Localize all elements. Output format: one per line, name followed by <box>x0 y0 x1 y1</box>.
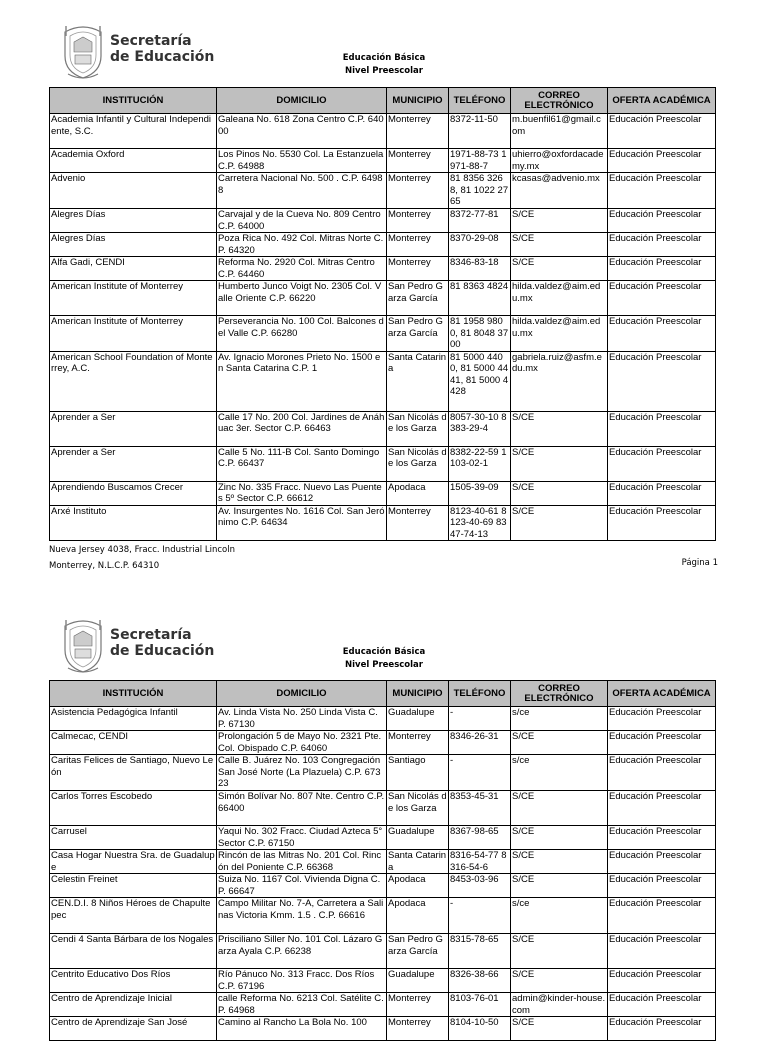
cell-municipio: Monterrey <box>387 993 449 1017</box>
table-row <box>50 969 716 993</box>
cell-oferta: Educación Preescolar <box>608 755 716 791</box>
cell-domicilio: Carvajal y de la Cueva No. 809 Centro C.P. 64000 <box>217 209 387 233</box>
cell-oferta: Educación Preescolar <box>608 791 716 826</box>
cell-correo: uhierro@oxfordacademy.mx <box>511 149 608 173</box>
cell-domicilio: Rincón de las Mitras No. 201 Col. Rincón del Poniente C.P. 66368 <box>217 850 387 874</box>
heading-line-1: Educación Básica <box>342 53 426 63</box>
cell-correo: admin@kinder-house.com <box>511 993 608 1017</box>
brand-line-1: Secretaría <box>110 33 192 49</box>
cell-domicilio: Perseverancia No. 100 Col. Balcones del Valle C.P. 66280 <box>217 316 387 352</box>
brand-line-1: Secretaría <box>110 627 192 643</box>
cell-municipio: Santa Catarina <box>387 351 449 411</box>
cell-municipio: Monterrey <box>387 149 449 173</box>
document-heading <box>300 646 468 672</box>
cell-oferta: Educación Preescolar <box>608 707 716 731</box>
cell-correo: S/CE <box>511 934 608 969</box>
cell-telefono: 8316-54-77 8316-54-6 <box>449 850 511 874</box>
column-header-correo: CORREO ELECTRÓNICO <box>511 681 608 707</box>
cell-municipio: Monterrey <box>387 209 449 233</box>
cell-municipio: Monterrey <box>387 257 449 281</box>
cell-municipio: Santa Catarina <box>387 850 449 874</box>
cell-domicilio: Galeana No. 618 Zona Centro C.P. 64000 <box>217 114 387 149</box>
cell-correo: S/CE <box>511 257 608 281</box>
cell-municipio: Monterrey <box>387 1017 449 1041</box>
cell-telefono: 8372-11-50 <box>449 114 511 149</box>
cell-telefono: 8057-30-10 8383-29-4 <box>449 411 511 446</box>
footer-address-line-1: Nueva Jersey 4038, Fracc. Industrial Lincoln <box>49 545 235 555</box>
cell-correo: gabriela.ruiz@asfm.edu.mx <box>511 351 608 411</box>
table-row <box>50 791 716 826</box>
column-header-telefono: TELÉFONO <box>449 681 511 707</box>
document-heading <box>300 52 468 78</box>
institutions-table <box>49 680 716 1041</box>
cell-municipio: Monterrey <box>387 173 449 209</box>
cell-institucion: Academia Infantil y Cultural Independiente, S.C. <box>50 114 217 149</box>
cell-institucion: Cendi 4 Santa Bárbara de los Nogales <box>50 934 217 969</box>
table-header-row <box>50 88 716 114</box>
cell-telefono: 8370-29-08 <box>449 233 511 257</box>
cell-telefono: 81 1958 9800, 81 8048 3700 <box>449 316 511 352</box>
cell-oferta: Educación Preescolar <box>608 874 716 898</box>
table-row <box>50 411 716 446</box>
cell-telefono: 8453-03-96 <box>449 874 511 898</box>
cell-oferta: Educación Preescolar <box>608 826 716 850</box>
table-row <box>50 826 716 850</box>
cell-correo: hilda.valdez@aim.edu.mx <box>511 316 608 352</box>
column-header-oferta: OFERTA ACADÉMICA <box>608 88 716 114</box>
table-row <box>50 850 716 874</box>
footer-address-line-2: Monterrey, N.L.C.P. 64310 <box>49 561 160 571</box>
cell-oferta: Educación Preescolar <box>608 731 716 755</box>
cell-institucion: Aprender a Ser <box>50 446 217 481</box>
heading-line-1: Educación Básica <box>342 647 426 657</box>
cell-municipio: Guadalupe <box>387 826 449 850</box>
column-header-municipio: MUNICIPIO <box>387 88 449 114</box>
cell-telefono: 8353-45-31 <box>449 791 511 826</box>
cell-domicilio: Prolongación 5 de Mayo No. 2321 Pte. Col. Obispado C.P. 64060 <box>217 731 387 755</box>
cell-oferta: Educación Preescolar <box>608 233 716 257</box>
cell-institucion: Alegres Días <box>50 209 217 233</box>
table-row <box>50 281 716 316</box>
cell-domicilio: Humberto Junco Voigt No. 2305 Col. Valle Oriente C.P. 66220 <box>217 281 387 316</box>
cell-municipio: Monterrey <box>387 505 449 541</box>
cell-institucion: Aprender a Ser <box>50 411 217 446</box>
heading-line-2: Nivel Preescolar <box>345 660 423 670</box>
table-row <box>50 233 716 257</box>
cell-domicilio: Calle B. Juárez No. 103 Congregación San José Norte (La Plazuela) C.P. 67323 <box>217 755 387 791</box>
cell-oferta: Educación Preescolar <box>608 446 716 481</box>
cell-correo: s/ce <box>511 755 608 791</box>
cell-domicilio: Prisciliano Siller No. 101 Col. Lázaro Garza Ayala C.P. 66238 <box>217 934 387 969</box>
cell-domicilio: Av. Linda Vista No. 250 Linda Vista C.P. 67130 <box>217 707 387 731</box>
table-row <box>50 257 716 281</box>
column-header-domicilio: DOMICILIO <box>217 681 387 707</box>
table-row <box>50 209 716 233</box>
column-header-correo: CORREO ELECTRÓNICO <box>511 88 608 114</box>
cell-telefono: 8372-77-81 <box>449 209 511 233</box>
state-seal-logo <box>60 616 106 674</box>
cell-telefono: 8367-98-65 <box>449 826 511 850</box>
column-header-municipio: MUNICIPIO <box>387 681 449 707</box>
table-row <box>50 505 716 541</box>
cell-institucion: Alegres Días <box>50 233 217 257</box>
cell-municipio: Apodaca <box>387 481 449 505</box>
table-row <box>50 755 716 791</box>
cell-telefono: - <box>449 707 511 731</box>
cell-institucion: American Institute of Monterrey <box>50 316 217 352</box>
cell-correo: s/ce <box>511 898 608 934</box>
cell-correo: s/ce <box>511 707 608 731</box>
cell-domicilio: Simón Bolívar No. 807 Nte. Centro C.P. 66400 <box>217 791 387 826</box>
secretaria-brand <box>110 33 214 65</box>
table-row <box>50 707 716 731</box>
cell-municipio: Apodaca <box>387 874 449 898</box>
cell-municipio: San Nicolás de los Garza <box>387 446 449 481</box>
table-row <box>50 351 716 411</box>
cell-domicilio: Río Pánuco No. 313 Fracc. Dos Ríos C.P. 67196 <box>217 969 387 993</box>
brand-line-2: de Educación <box>110 643 215 659</box>
cell-municipio: Guadalupe <box>387 969 449 993</box>
table-row <box>50 446 716 481</box>
table-row <box>50 114 716 149</box>
cell-oferta: Educación Preescolar <box>608 149 716 173</box>
cell-telefono: 8104-10-50 <box>449 1017 511 1041</box>
cell-telefono: 8315-78-65 <box>449 934 511 969</box>
cell-institucion: Calmecac, CENDI <box>50 731 217 755</box>
cell-oferta: Educación Preescolar <box>608 934 716 969</box>
table-row <box>50 149 716 173</box>
cell-domicilio: Poza Rica No. 492 Col. Mitras Norte C.P. 64320 <box>217 233 387 257</box>
cell-oferta: Educación Preescolar <box>608 351 716 411</box>
page-number: Página 1 <box>681 558 718 568</box>
cell-oferta: Educación Preescolar <box>608 281 716 316</box>
cell-domicilio: Calle 5 No. 111-B Col. Santo Domingo C.P. 66437 <box>217 446 387 481</box>
column-header-oferta: OFERTA ACADÉMICA <box>608 681 716 707</box>
cell-institucion: American School Foundation of Monterrey, A.C. <box>50 351 217 411</box>
cell-telefono: 8346-26-31 <box>449 731 511 755</box>
cell-correo: S/CE <box>511 233 608 257</box>
cell-oferta: Educación Preescolar <box>608 505 716 541</box>
cell-correo: S/CE <box>511 481 608 505</box>
cell-domicilio: Zinc No. 335 Fracc. Nuevo Las Puentes 5º Sector C.P. 66612 <box>217 481 387 505</box>
cell-domicilio: calle Reforma No. 6213 Col. Satélite C.P. 64968 <box>217 993 387 1017</box>
cell-domicilio: Yaqui No. 302 Fracc. Ciudad Azteca 5° Sector C.P. 67150 <box>217 826 387 850</box>
cell-oferta: Educación Preescolar <box>608 316 716 352</box>
cell-institucion: Centro de Aprendizaje San José <box>50 1017 217 1041</box>
cell-correo: S/CE <box>511 826 608 850</box>
table-row <box>50 481 716 505</box>
cell-oferta: Educación Preescolar <box>608 481 716 505</box>
cell-telefono: 8123-40-61 8123-40-69 8347-74-13 <box>449 505 511 541</box>
column-header-institucion: INSTITUCIÓN <box>50 88 217 114</box>
cell-institucion: Asistencia Pedagógica Infantil <box>50 707 217 731</box>
cell-domicilio: Los Pinos No. 5530 Col. La Estanzuela C.P. 64988 <box>217 149 387 173</box>
cell-municipio: San Pedro Garza García <box>387 316 449 352</box>
cell-oferta: Educación Preescolar <box>608 411 716 446</box>
cell-correo: kcasas@advenio.mx <box>511 173 608 209</box>
cell-correo: m.buenfil61@gmail.com <box>511 114 608 149</box>
cell-correo: S/CE <box>511 731 608 755</box>
cell-oferta: Educación Preescolar <box>608 257 716 281</box>
brand-line-2: de Educación <box>110 49 215 65</box>
cell-oferta: Educación Preescolar <box>608 173 716 209</box>
cell-municipio: San Pedro Garza García <box>387 281 449 316</box>
cell-institucion: American Institute of Monterrey <box>50 281 217 316</box>
table-header-row <box>50 681 716 707</box>
cell-correo: S/CE <box>511 411 608 446</box>
cell-oferta: Educación Preescolar <box>608 209 716 233</box>
cell-oferta: Educación Preescolar <box>608 850 716 874</box>
cell-municipio: San Nicolás de los Garza <box>387 411 449 446</box>
state-seal-logo <box>60 22 106 80</box>
cell-municipio: Apodaca <box>387 898 449 934</box>
cell-telefono: 81 8356 3268, 81 1022 2765 <box>449 173 511 209</box>
cell-municipio: Santiago <box>387 755 449 791</box>
cell-institucion: Carlos Torres Escobedo <box>50 791 217 826</box>
table-row <box>50 993 716 1017</box>
column-header-telefono: TELÉFONO <box>449 88 511 114</box>
cell-municipio: Monterrey <box>387 731 449 755</box>
cell-correo: S/CE <box>511 209 608 233</box>
cell-municipio: Monterrey <box>387 233 449 257</box>
cell-domicilio: Carretera Nacional No. 500 . C.P. 64988 <box>217 173 387 209</box>
cell-telefono: 1505-39-09 <box>449 481 511 505</box>
institutions-table <box>49 87 716 541</box>
cell-oferta: Educación Preescolar <box>608 898 716 934</box>
cell-domicilio: Av. Insurgentes No. 1616 Col. San Jerónimo C.P. 64634 <box>217 505 387 541</box>
cell-telefono: 8382-22-59 1103-02-1 <box>449 446 511 481</box>
cell-institucion: Centrito Educativo Dos Ríos <box>50 969 217 993</box>
cell-municipio: Guadalupe <box>387 707 449 731</box>
cell-institucion: Casa Hogar Nuestra Sra. de Guadalupe <box>51 850 215 873</box>
cell-institucion: Alfa Gadi, CENDI <box>50 257 217 281</box>
heading-line-2: Nivel Preescolar <box>345 66 423 76</box>
cell-correo: S/CE <box>511 969 608 993</box>
cell-telefono: 8346-83-18 <box>449 257 511 281</box>
table-row <box>50 934 716 969</box>
column-header-domicilio: DOMICILIO <box>217 88 387 114</box>
cell-institucion: Aprendiendo Buscamos Crecer <box>50 481 217 505</box>
cell-institucion: Carrusel <box>50 826 217 850</box>
cell-domicilio: Calle 17 No. 200 Col. Jardines de Anáhuac 3er. Sector C.P. 66463 <box>217 411 387 446</box>
table-row <box>50 316 716 352</box>
cell-telefono: - <box>449 898 511 934</box>
cell-institucion: Celestin Freinet <box>50 874 217 898</box>
cell-oferta: Educación Preescolar <box>608 993 716 1017</box>
table-row <box>50 731 716 755</box>
cell-correo: S/CE <box>511 791 608 826</box>
cell-correo: S/CE <box>511 1017 608 1041</box>
cell-oferta: Educación Preescolar <box>608 1017 716 1041</box>
cell-domicilio: Campo Militar No. 7-A, Carretera a Salinas Victoria Kmm. 1.5 . C.P. 66616 <box>217 898 387 934</box>
cell-telefono: 81 5000 4400, 81 5000 4441, 81 5000 4428 <box>449 351 511 411</box>
secretaria-brand <box>110 627 214 659</box>
cell-correo: hilda.valdez@aim.edu.mx <box>511 281 608 316</box>
cell-municipio: San Nicolás de los Garza <box>387 791 449 826</box>
cell-institucion: Arxé Instituto <box>50 505 217 541</box>
cell-institucion: Academia Oxford <box>50 149 217 173</box>
cell-domicilio: Reforma No. 2920 Col. Mitras Centro C.P. 64460 <box>217 257 387 281</box>
cell-oferta: Educación Preescolar <box>608 969 716 993</box>
table-row <box>50 898 716 934</box>
cell-telefono: 81 8363 4824 <box>449 281 511 316</box>
cell-municipio: Monterrey <box>387 114 449 149</box>
table-row <box>50 173 716 209</box>
cell-institucion: Centro de Aprendizaje Inicial <box>50 993 217 1017</box>
cell-correo: S/CE <box>511 446 608 481</box>
cell-telefono: 8326-38-66 <box>449 969 511 993</box>
cell-oferta: Educación Preescolar <box>608 114 716 149</box>
cell-telefono: - <box>449 755 511 791</box>
footer-address <box>49 542 235 574</box>
cell-telefono: 8103-76-01 <box>449 993 511 1017</box>
cell-correo: S/CE <box>511 505 608 541</box>
cell-domicilio: Suiza No. 1167 Col. Vivienda Digna C.P. 66647 <box>217 874 387 898</box>
table-row <box>50 874 716 898</box>
cell-correo: S/CE <box>511 874 608 898</box>
cell-institucion: Advenio <box>50 173 217 209</box>
cell-domicilio: Camino al Rancho La Bola No. 100 <box>217 1017 387 1041</box>
cell-telefono: 1971-88-73 1971-88-7 <box>449 149 511 173</box>
cell-institucion: Caritas Felices de Santiago, Nuevo León <box>50 755 217 791</box>
column-header-institucion: INSTITUCIÓN <box>50 681 217 707</box>
document-page-2 <box>0 600 768 1028</box>
table-row <box>50 1017 716 1041</box>
cell-institucion: CEN.D.I. 8 Niños Héroes de Chapultepec <box>50 898 217 934</box>
cell-domicilio: Av. Ignacio Morones Prieto No. 1500 en Santa Catarina C.P. 1 <box>217 351 387 411</box>
cell-correo: S/CE <box>511 850 608 874</box>
cell-municipio: San Pedro Garza García <box>387 934 449 969</box>
